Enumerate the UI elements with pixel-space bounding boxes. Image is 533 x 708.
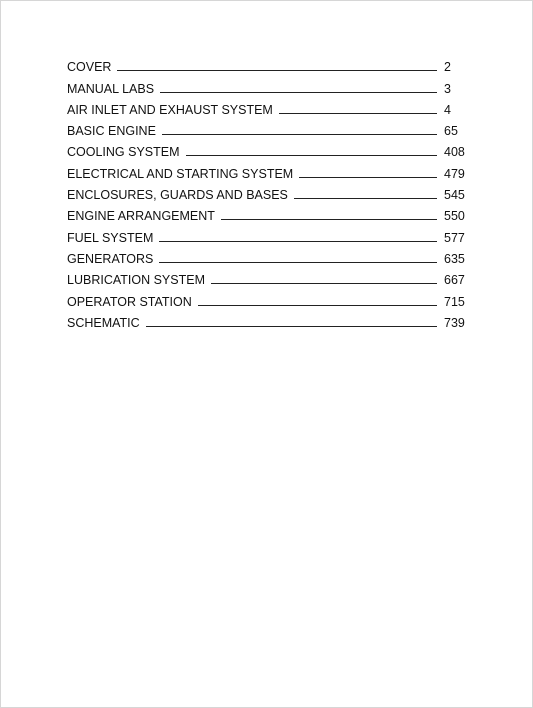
toc-entry-title: AIR INLET AND EXHAUST SYSTEM (67, 102, 273, 117)
toc-entry-page: 2 (444, 60, 451, 75)
toc-entry-page: 3 (444, 81, 451, 96)
toc-entry-electrical-and-starting-system[interactable] (67, 160, 466, 181)
toc-entry-page: 739 (444, 315, 465, 330)
toc-leader-line (279, 113, 437, 114)
toc-entry-page: 4 (444, 102, 451, 117)
toc-leader-line (146, 326, 437, 327)
toc-entry-page: 408 (444, 145, 465, 160)
toc-leader-line (159, 241, 437, 242)
toc-entry-title: FUEL SYSTEM (67, 230, 154, 245)
toc-leader-line (162, 134, 437, 135)
toc-entry-title: ENCLOSURES, GUARDS AND BASES (67, 188, 288, 203)
toc-entry-page: 65 (444, 124, 458, 139)
toc-entry-title: ENGINE ARRANGEMENT (67, 209, 215, 224)
toc-leader-line (186, 155, 437, 156)
toc-entry-air-inlet-and-exhaust-system[interactable] (67, 97, 466, 118)
toc-entry-page: 715 (444, 294, 465, 309)
toc-leader-line (117, 70, 437, 71)
toc-leader-line (299, 177, 437, 178)
toc-entry-page: 550 (444, 209, 465, 224)
toc-entry-title: MANUAL LABS (67, 81, 155, 96)
toc-entry-title: COVER (67, 60, 112, 75)
toc-entry-manual-labs[interactable] (67, 75, 466, 96)
toc-entry-page: 577 (444, 230, 465, 245)
toc-entry-cooling-system[interactable] (67, 139, 466, 160)
toc-leader-line (211, 283, 437, 284)
toc-entry-cover[interactable] (67, 54, 466, 75)
toc-entry-title: COOLING SYSTEM (67, 145, 180, 160)
toc-entry-operator-station[interactable] (67, 288, 466, 309)
toc-entry-page: 545 (444, 188, 465, 203)
toc-entry-page: 635 (444, 251, 465, 266)
table-of-contents (67, 54, 466, 331)
toc-entry-title: OPERATOR STATION (67, 294, 192, 309)
toc-leader-line (159, 262, 437, 263)
toc-leader-line (221, 219, 437, 220)
toc-entry-fuel-system[interactable] (67, 224, 466, 245)
toc-entry-title: GENERATORS (67, 251, 154, 266)
toc-entry-engine-arrangement[interactable] (67, 203, 466, 224)
toc-entry-basic-engine[interactable] (67, 118, 466, 139)
toc-leader-line (198, 305, 437, 306)
toc-entry-generators[interactable] (67, 246, 466, 267)
toc-entry-schematic[interactable] (67, 310, 466, 331)
toc-entry-lubrication-system[interactable] (67, 267, 466, 288)
toc-entry-title: BASIC ENGINE (67, 124, 156, 139)
toc-entry-title: SCHEMATIC (67, 315, 140, 330)
toc-leader-line (294, 198, 437, 199)
toc-entry-enclosures-guards-and-bases[interactable] (67, 182, 466, 203)
toc-entry-page: 667 (444, 273, 465, 288)
toc-entry-title: LUBRICATION SYSTEM (67, 273, 205, 288)
toc-entry-page: 479 (444, 166, 465, 181)
toc-leader-line (160, 92, 437, 93)
toc-entry-title: ELECTRICAL AND STARTING SYSTEM (67, 166, 294, 181)
